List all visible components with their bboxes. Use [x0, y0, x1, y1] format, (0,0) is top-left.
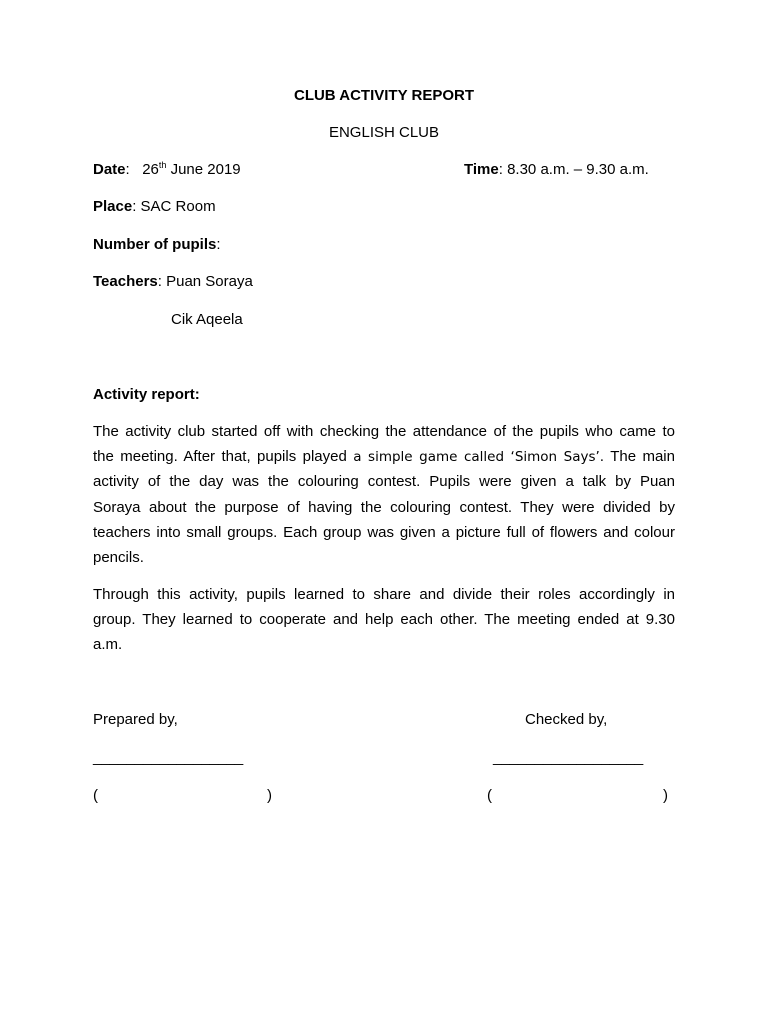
- prepared-by-signature-line: __________________: [93, 749, 244, 766]
- place-label: Place: [93, 198, 133, 215]
- checked-by-paren-close: ): [663, 787, 668, 804]
- checked-by-signature-line: __________________: [493, 749, 644, 766]
- teacher-1: : Puan Soraya: [157, 273, 253, 290]
- date-label: Date: [93, 161, 126, 178]
- checked-by-label: Checked by,: [525, 711, 608, 728]
- teacher-2: Cik Aqeela: [171, 311, 243, 328]
- paragraph-line: teachers into small groups. Each group was given a picture full of flowers and colour: [93, 523, 675, 541]
- club-name: ENGLISH CLUB: [328, 124, 440, 141]
- paragraph-line: a.m.: [93, 636, 123, 654]
- report-title: CLUB ACTIVITY REPORT: [293, 87, 474, 104]
- pupils-field: [93, 236, 221, 254]
- time-label: Time: [464, 161, 499, 178]
- activity-paragraph-1: [93, 419, 675, 570]
- activity-paragraph-2: [93, 582, 675, 658]
- teachers-label: Teachers: [93, 273, 158, 290]
- date-suffix: th: [158, 160, 167, 170]
- checked-by-paren-open: (: [487, 787, 492, 804]
- pupils-label: Number of pupils: [93, 236, 217, 253]
- prepared-by-paren-open: (: [93, 787, 98, 804]
- game-name: a simple game called ‘Simon Says’.: [353, 449, 605, 466]
- place-field: [93, 198, 216, 216]
- prepared-by-paren-close: ): [267, 787, 272, 804]
- place-value: : SAC Room: [132, 198, 216, 215]
- time-value: : 8.30 a.m. – 9.30 a.m.: [498, 161, 649, 178]
- pupils-value: :: [216, 236, 221, 253]
- prepared-by-label: Prepared by,: [93, 711, 178, 728]
- paragraph-line: The activity club started off with checking the attendance of the pupils who came to: [93, 423, 675, 440]
- date-field: Date: 26th June 2019: [93, 160, 241, 178]
- paragraph-line: the meeting. After that, pupils played a simple game called ‘Simon Says’. The main: [93, 448, 675, 466]
- paragraph-line: pencils.: [93, 548, 144, 566]
- teachers-field: [93, 273, 253, 291]
- activity-heading: Activity report:: [93, 386, 200, 403]
- paragraph-line: Soraya about the purpose of having the colouring contest. They were divided by: [93, 498, 675, 516]
- paragraph-line: group. They learned to cooperate and help each other. The meeting ended at 9.30: [93, 611, 675, 629]
- paragraph-line: Through this activity, pupils learned to share and divide their roles accordingly in: [93, 586, 675, 603]
- paragraph-line: activity of the day was the colouring contest. Pupils were given a talk by Puan: [93, 473, 675, 491]
- date-rest: June 2019: [170, 161, 241, 178]
- time-field: [464, 161, 649, 179]
- date-day: 26: [142, 161, 159, 178]
